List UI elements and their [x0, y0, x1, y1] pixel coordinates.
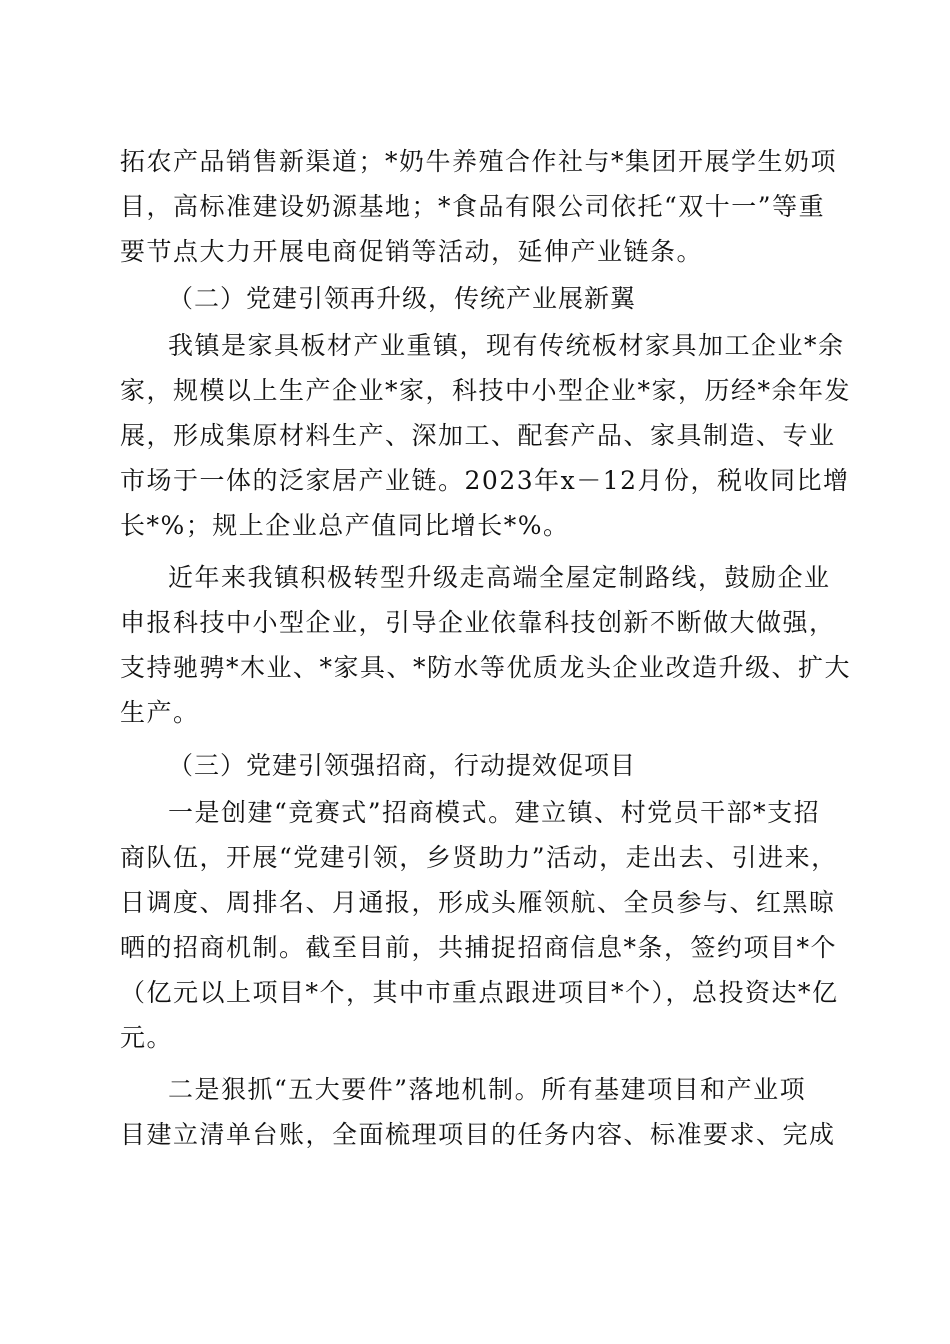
- text-line: 支持驰骋*木业、*家具、*防水等优质龙头企业改造升级、扩大: [120, 653, 852, 682]
- text-line: 商队伍，开展“党建引领，乡贤助力”活动，走出去、引进来，: [120, 843, 838, 872]
- text-line: 申报科技中小型企业，引导企业依靠科技创新不断做大做强，: [120, 608, 836, 637]
- text-line: 二是狠抓“五大要件”落地机制。所有基建项目和产业项: [168, 1075, 807, 1104]
- text-line: 目，高标准建设奶源基地；*食品有限公司依托“双十一”等重: [120, 192, 826, 221]
- text-line: （亿元以上项目*个，其中市重点跟进项目*个），总投资达*亿: [120, 978, 839, 1007]
- document-body: [120, 139, 852, 1157]
- text-line: 一是创建“竞赛式”招商模式。建立镇、村党员干部*支招: [168, 798, 821, 827]
- section-heading-3: （三）党建引领强招商，行动提效促项目: [168, 751, 637, 780]
- text-line: 日调度、周排名、月通报，形成头雁领航、全员参与、红黑晾: [120, 888, 836, 917]
- text-line: 我镇是家具板材产业重镇，现有传统板材家具加工企业*余: [168, 331, 845, 360]
- text-line: 晒的招商机制。截至目前，共捕捉招商信息*条，签约项目*个: [120, 933, 838, 962]
- text-line: 长*%；规上企业总产值同比增长*%。: [120, 511, 570, 540]
- paragraph-agri-products: [120, 139, 838, 274]
- paragraph-five-elements: [120, 1067, 836, 1157]
- text-line: 家，规模以上生产企业*家，科技中小型企业*家，历经*余年发: [120, 376, 852, 405]
- text-line: 元。: [120, 1023, 174, 1052]
- text-line: 生产。: [120, 698, 200, 727]
- text-line: 目建立清单台账，全面梳理项目的任务内容、标准要求、完成: [120, 1120, 836, 1149]
- text-line: 市场于一体的泛家居产业链。2023年x－12月份，税收同比增: [120, 466, 850, 495]
- paragraph-investment-model: [120, 790, 839, 1060]
- text-line: 拓农产品销售新渠道；*奶牛养殖合作社与*集团开展学生奶项: [120, 147, 838, 176]
- text-line: 展，形成集原材料生产、深加工、配套产品、家具制造、专业: [120, 421, 836, 450]
- paragraph-upgrade: [120, 555, 852, 735]
- section-heading-2: （二）党建引领再升级，传统产业展新翼: [168, 284, 637, 313]
- paragraph-furniture-industry: [120, 323, 852, 548]
- text-line: 要节点大力开展电商促销等活动，延伸产业链条。: [120, 237, 704, 266]
- text-line: 近年来我镇积极转型升级走高端全屋定制路线，鼓励企业: [168, 563, 831, 592]
